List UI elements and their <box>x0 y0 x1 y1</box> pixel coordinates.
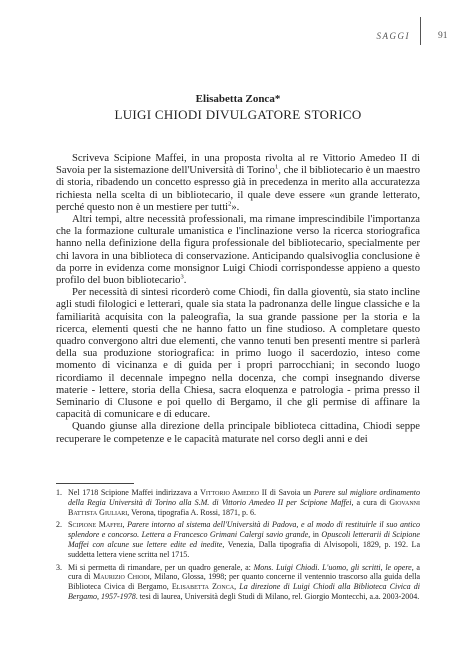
paragraph-text: Altri tempi, altre necessità professionali, ma rimane imprescindibile l'importanza che la formazione culturale umanistica e l'inclinazione verso la ricerca storiografica hanno nella definizione della figura professionale del bibliotecario, specialmente per chi lavora in una biblioteca di conservazione. Anticipando qualsivoglia conclusione è da porre in evidenza come monsignor Luigi Chiodi corrispondesse appieno a questo profilo del buon bibliotecario <box>56 214 420 287</box>
paragraph-text: ». <box>231 201 240 213</box>
footnote-work-title: Opuscoli letterarii di Scipione Maffei con alcune sue lettere edite ed inedite <box>68 530 420 549</box>
footnote-text: , in <box>308 530 322 540</box>
footnote-text: , a cura di <box>68 562 420 582</box>
footnote-text: , <box>122 520 128 530</box>
footnote-text: di Savoia un <box>267 488 314 497</box>
paragraph-text: Scriveva Scipione Maffei, in una proposta rivolta al re Vittorio Amedeo II di Savoia per la sistemazione dell'Università di Torino <box>56 153 420 177</box>
footnote-work-title: Mons. Luigi Chiodi. L'uomo, gli scritti, le opere <box>253 562 412 572</box>
footnote-name: Maurizio Chiodi <box>93 572 150 582</box>
footnote-name: Elisabetta Zonca <box>171 582 235 592</box>
paragraph-2 <box>56 214 420 287</box>
footnote-text: . tesi di laurea, Università degli Studi di Milano, rel. Giorgio Montecchi, a.a. 2003-2004. <box>135 591 420 601</box>
footnote-text: , <box>234 582 240 592</box>
footnote-work-title: La direzione di Luigi Chiodi alla Biblioteca Civica di Bergamo, 1957-1978 <box>68 582 420 601</box>
running-header <box>0 31 476 49</box>
footnote-text: , Verona, tipografia A. Rossi, 1871, p. 6. <box>127 507 257 517</box>
footnote-name: Vittorio Amedeo II <box>200 488 268 497</box>
footnote-work-title: Parere sul migliore ordinamento della Regia Università di Torino alla S.M. di Vittorio Amedeo II per Scipione Maffei <box>68 488 420 507</box>
footnote-1 <box>56 488 420 517</box>
footnote-text: , a cura di <box>351 497 390 507</box>
article-body <box>56 153 420 446</box>
footnote-number: 2. <box>56 520 62 530</box>
paragraph-4: Quando giunse alla direzione della principale biblioteca cittadina, Chiodi seppe recuperare le competenze e le capacità maturate nel corso degli anni e dei <box>56 421 420 445</box>
article-author: Elisabetta Zonca* <box>195 93 281 105</box>
article-title: LUIGI CHIODI DIVULGATORE STORICO <box>114 107 362 122</box>
footnote-text: Nel 1718 Scipione Maffei indirizzava a <box>68 488 201 497</box>
footnote-text: , Venezia, Dalla tipografia di Alvisopoli, 1829, p. 192. La suddetta lettera viene scritta nel 1715. <box>68 539 420 559</box>
paragraph-text: , che il bibliotecario è un maestro di storia, ribadendo un concetto espresso già in precedenza in merito alla accuratezza richiesta nella scelta di un bibliotecario, il quale deve essere «un grande letterato, perché questo non è un mestiere per tutti <box>56 165 420 213</box>
footnote-text: Mi si permetta di rimandare, per un quadro generale, a: <box>68 562 254 572</box>
footnote-number: 3. <box>56 562 62 572</box>
paragraph-1 <box>56 153 420 214</box>
header-divider <box>420 17 421 45</box>
section-label: SAGGI <box>376 31 410 41</box>
footnote-ref-2: 2 <box>228 200 232 208</box>
footnote-name: Giovanni Battista Giuliari <box>68 497 420 517</box>
footnote-separator <box>56 483 134 484</box>
footnote-number: 1. <box>56 488 62 497</box>
footnote-ref-3: 3 <box>180 273 184 281</box>
paragraph-text: . <box>183 275 187 287</box>
footnote-name: Scipione Maffei <box>68 520 123 530</box>
footnote-2 <box>56 520 420 559</box>
footnote-3 <box>56 563 420 602</box>
footnotes <box>56 488 420 605</box>
page-number: 91 <box>438 31 448 41</box>
footnote-ref-1: 1 <box>274 163 279 171</box>
footnote-work-title: Parere intorno al sistema dell'Università di Padova, e al modo di restituirle il suo antico splendore e concorso. Lettera a Francesco Grimani Calergi savio grande <box>68 520 420 540</box>
footnote-text: , Milano, Glossa, 1998; per quanto concerne il ventennio trascorso alla guida della Biblioteca Civica di Bergamo, <box>68 572 421 592</box>
paragraph-3: Per necessità di sintesi ricorderò come Chiodi, fin dalla gioventù, sia stato incline agli studi filologici e letterari, quale sia stata la padronanza delle lingue classiche e la familiarità acquisita con la paleografia, la sua grande passione per la storia e la ricerca, elementi questi che ne hanno fatto un fine studioso. A completare questo quadro convergono altri due elementi, che vanno tenuti ben presenti mentre si parlerà della sua produzione storiografica: in primo luogo il sacerdozio, inteso come momento di vicinanza e di guida per i propri parrocchiani; in secondo luogo ricordiamo il decennale impegno nella docenza, che compì insegnando diverse materie - lettere, storia della Chiesa, sacra eloquenza e patrologia - prima presso il Seminario di Clusone e poi quello di Bergamo, il che gli permise di affinare la capacità di comunicare e di educare. <box>56 287 420 421</box>
